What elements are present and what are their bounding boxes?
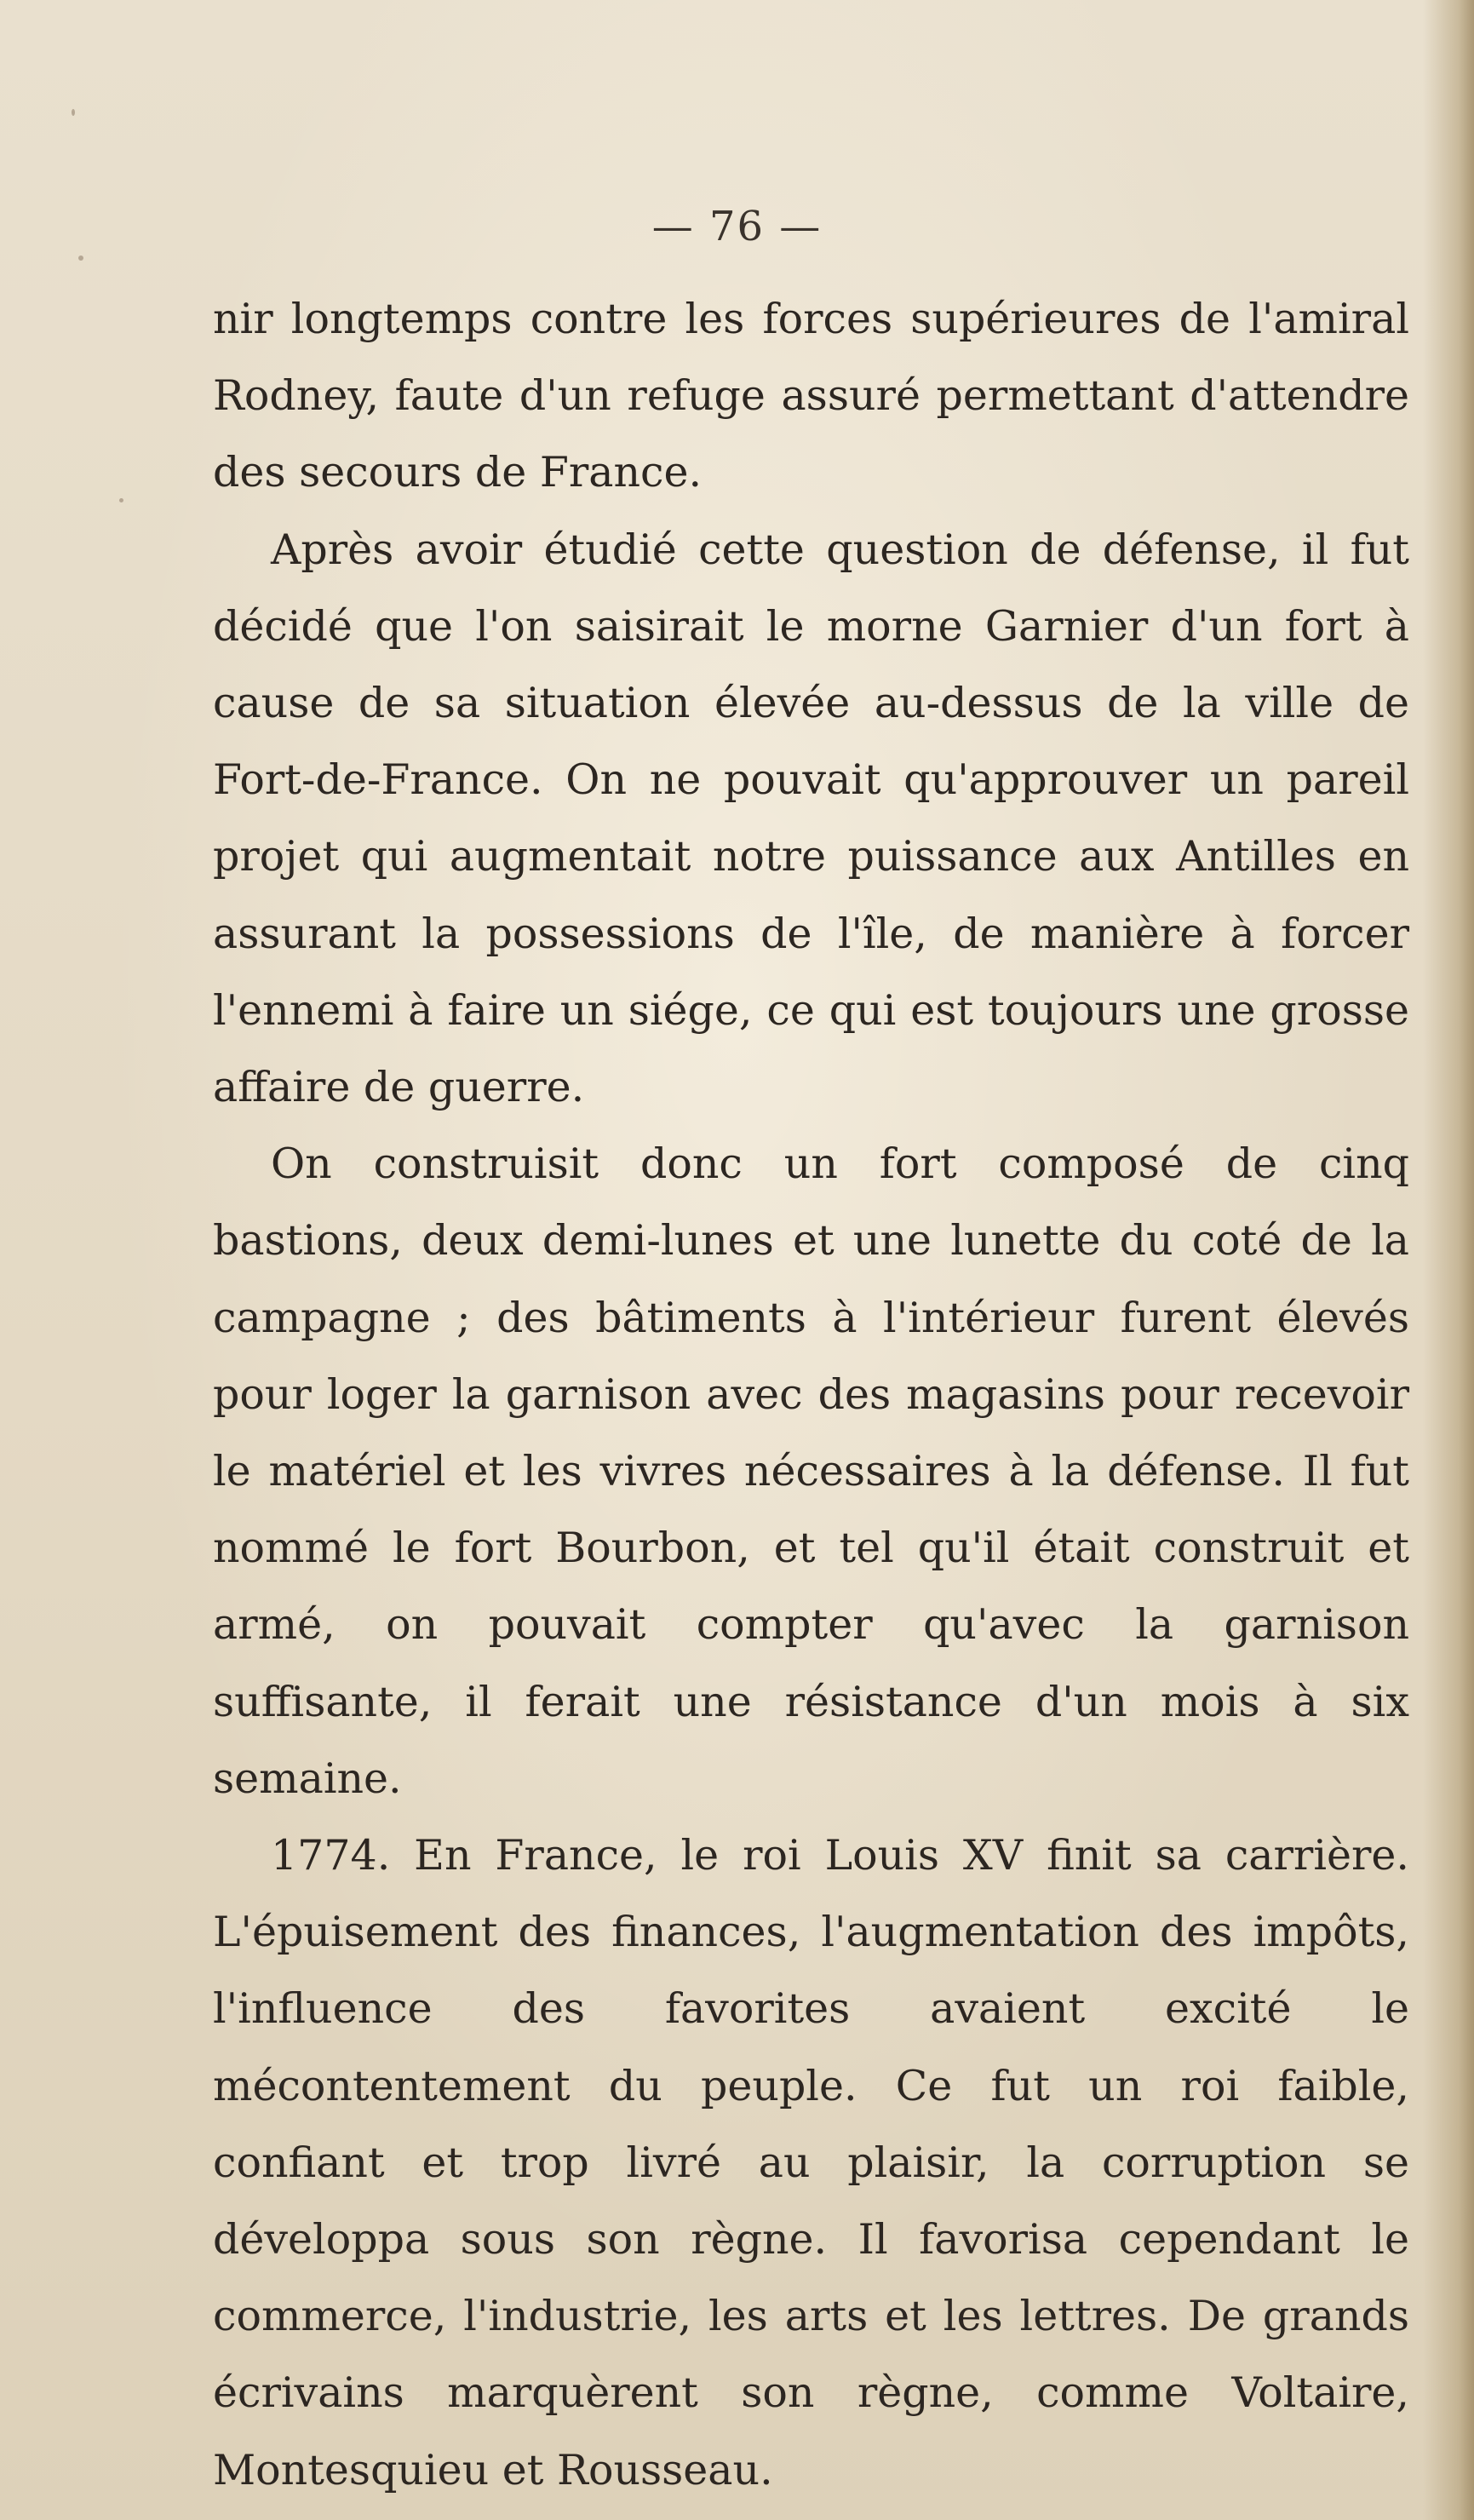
page-edge-shadow <box>1423 0 1474 2520</box>
paper-speck <box>119 498 123 502</box>
paragraph-continued: nir longtemps contre les forces supérieures de l'amiral Rodney, faute d'un refuge assuré permettant d'attendre des secours de France. <box>213 295 1409 497</box>
paper-speck <box>78 255 83 261</box>
paragraph: On construisit donc un fort composé de cinq bastions, deux demi-lunes et une lunette du coté de la campagne ; des bâtiments à l'intérieur furent élevés pour loger la garnison avec des magasins pour recevoir le matériel et les vivres nécessaires à la défense. Il fut nommé le fort Bourbon, et tel qu'il était construit et armé, on pouvait compter qu'avec la garnison suffisante, il ferait une résistance d'un mois à six semaine. <box>213 1139 1409 1803</box>
page-number: — 76 — <box>651 203 823 250</box>
paper-speck <box>72 109 75 116</box>
paragraph: Après avoir étudié cette question de défense, il fut décidé que l'on saisirait le morne Garnier d'un fort à cause de sa situation élevée au-dessus de la ville de Fort-de-France. On ne pouvait qu'approuver un pareil projet qui augmentait notre puissance aux Antilles en assurant la possessions de l'île, de manière à forcer l'ennemi à faire un siége, ce qui est toujours une grosse affaire de guerre. <box>213 525 1409 1112</box>
body-text <box>213 281 1409 2509</box>
paragraph: 1774. En France, le roi Louis XV finit sa carrière. L'épuisement des finances, l'augmentation des impôts, l'influence des favorites avaient excité le mécontentement du peuple. Ce fut un roi faible, confiant et trop livré au plaisir, la corruption se développa sous son règne. Il favorisa cependant le commerce, l'industrie, les arts et les lettres. De grands écrivains marquèrent son règne, comme Voltaire, Montesquieu et Rousseau. <box>213 1831 1409 2494</box>
